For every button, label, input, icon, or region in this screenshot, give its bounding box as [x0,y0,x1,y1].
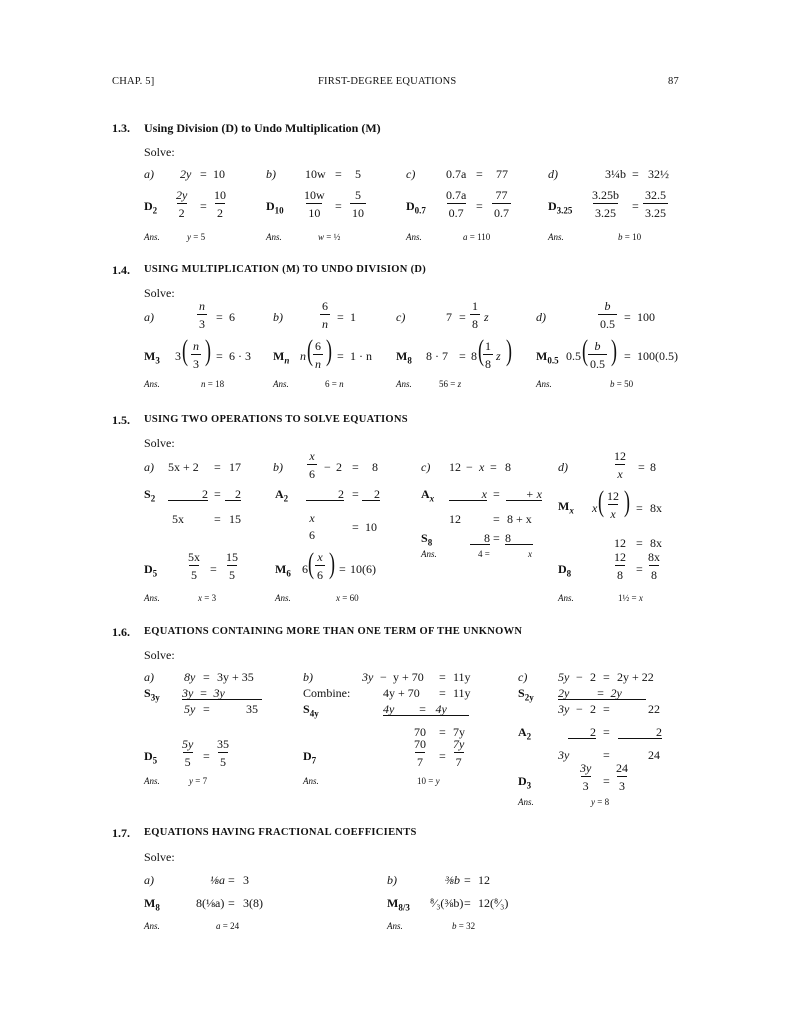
fraction: $\frac{6}{n}$ [315,339,321,371]
step-rhs: 3(8) [243,896,263,910]
step-rhs: 35 [246,702,258,716]
operation-label: $D_3$ [518,774,532,791]
header-title: FIRST-DEGREE EQUATIONS [318,76,457,87]
fraction: $\frac{12}{x}$ [614,449,626,481]
step-add: + x [506,488,542,501]
answer-label: Ans. [266,232,282,242]
fraction: $\frac{5x}{5}$ [188,550,200,582]
equation-rhs: 11y [453,670,471,684]
answer: 6 = n [325,379,344,389]
problem-tag: b) [303,670,313,684]
step-rhs: 15 [229,512,241,526]
combine-label: Combine: [303,686,351,700]
problem-tag: a) [144,460,154,474]
answer-label: Ans. [144,593,160,603]
answer: b = 32 [452,921,476,931]
coefficient: n [300,349,306,363]
solve-label: Solve: [144,286,175,300]
equation-lhs: ⅛a [210,873,225,887]
step-add: 2 [306,488,344,501]
step-lhs: 3y [558,702,570,716]
operation-label: $D_5$ [144,562,158,579]
operation-label: $S_2$ [144,487,156,504]
equation-lhs: 8 · 7 [426,349,448,363]
answer-label: Ans. [558,593,574,603]
fraction: $\frac{2y}{2}$ [176,188,188,220]
step-add: 2 [568,726,596,739]
fraction: $\frac{b}{0.5}$ [590,339,605,371]
answer-label: Ans. [518,797,534,807]
operation-label: $S_{4y}$ [303,702,319,719]
problem-tag: a) [144,873,154,887]
equation-rhs: 12 [478,873,490,887]
equation-rhs: 1 · n [350,349,372,363]
operation-label: $D_7$ [303,749,317,766]
step-add: 2 [618,726,662,739]
section-number: 1.4. [112,263,130,277]
solve-label: Solve: [144,648,175,662]
equation-term: y + 70 [393,670,424,684]
problem-tag: d) [558,460,568,474]
fraction: $\frac{b}{0.5}$ [600,299,615,331]
problem-tag: c) [396,310,406,324]
operation-label: $D_5$ [144,749,158,766]
answer: 56 = z [439,379,462,389]
fraction: $\frac{1}{8}$ [472,299,478,331]
step-lhs: ⁸⁄₃(⅜b) [430,896,464,910]
equation-rhs: 2y + 22 [617,670,654,684]
answer-label: Ans. [144,379,160,389]
answer-label: Ans. [144,776,160,786]
equation-rhs: 8 [372,460,378,474]
section-title: USING TWO OPERATIONS TO SOLVE EQUATIONS [144,414,408,425]
step-lhs: 12 [614,536,626,550]
answer: 10 = y [417,776,440,786]
equation-rhs: 6 · 3 [229,349,251,363]
equation-rhs: 17 [229,460,241,474]
answer: x = 60 [336,593,359,603]
fraction: $\frac{12}{8}$ [614,550,626,582]
answer: y = 7 [189,776,208,786]
equation-lhs: 0.7a [446,167,467,181]
fraction: $\frac{n}{3}$ [199,299,205,331]
fraction: x 6 [309,511,315,542]
equation-lhs: 2y [180,167,192,181]
equation-rhs: 8 [650,460,656,474]
step-lhs: 3y [558,748,570,762]
answer: n = 18 [201,379,225,389]
step-rhs: 11y [453,686,471,700]
page-number: 87 [668,76,679,87]
operation-label: $M_6$ [275,562,291,579]
operation-label: $M_3$ [144,349,160,366]
fraction: $\frac{35}{5}$ [217,737,229,769]
step-rhs: 7y [453,725,465,739]
step-subtract: 8 [505,532,533,545]
problem-tag: a) [144,670,154,684]
answer-label: Ans. [275,593,291,603]
fraction: $\frac{77}{0.7}$ [494,188,509,220]
variable: z [496,349,501,363]
operation-label: $D_{10}$ [266,199,284,216]
operation-label: $S_{3y}$ [144,686,160,703]
answer-label: Ans. [144,921,160,931]
equation-lhs: 5x + 2 [168,460,199,474]
fraction: $\frac{x}{6}$ [309,449,315,481]
operation-label: $M_8$ [396,349,412,366]
step-rhs: 22 [648,702,660,716]
answer-label: Ans. [303,776,319,786]
operation-label: $S_{2y}$ [518,686,534,703]
equation-lhs: 3y [362,670,374,684]
step-rhs: 24 [648,748,660,762]
equation-rhs: 100(0.5) [637,349,678,363]
step-lhs: 4y + 70 [383,686,420,700]
operation-label: $M_{0.5}$ [536,349,559,366]
operation-label: $D_{0.7}$ [406,199,426,216]
equation-term: 2 [336,460,342,474]
equation-rhs: 100 [637,310,655,324]
equation-lhs: 8y [184,670,196,684]
answer: w = ½ [318,232,341,242]
operation-label: $D_8$ [558,562,572,579]
equation-lhs: 12 [449,460,461,474]
variable: x [479,460,485,474]
fraction: $\frac{1}{8}$ [485,339,491,371]
equation-rhs: 8 [505,460,511,474]
operation-label: $M_x$ [558,499,574,516]
equation-lhs: 10w [305,167,326,181]
operation-label: $D_{3.25}$ [548,199,573,216]
step-term: 2 [590,702,596,716]
step-subtract: 3y = 3y [182,687,262,700]
equation-rhs: 77 [496,167,508,181]
equation-lhs: ⅜b [445,873,460,887]
coefficient: 8 [471,349,477,363]
answer-label: Ans. [536,379,552,389]
fraction: $\frac{70}{7}$ [414,737,426,769]
answer-label: Ans. [273,379,289,389]
fraction: $\frac{32.5}{3.25}$ [645,188,666,220]
equation-term: 2 [590,670,596,684]
problem-tag: a) [144,167,154,181]
section-number: 1.7. [112,826,130,840]
section-number: 1.5. [112,413,130,427]
problem-tag: b) [387,873,397,887]
fraction: $\frac{n}{3}$ [193,339,199,371]
operation-label: $M_8$ [144,896,160,913]
fraction: $\frac{3y}{3}$ [580,761,592,793]
section-title: EQUATIONS CONTAINING MORE THAN ONE TERM OF THE UNKNOWN [144,626,523,637]
step-subtract: 8 [470,532,490,545]
operation-label: $M_{8/3}$ [387,896,410,913]
problem-tag: d) [536,310,546,324]
section-number: 1.6. [112,625,130,639]
fraction: $\frac{10w}{10}$ [304,188,325,220]
step-subtract: 4y = 4y [383,703,469,716]
solve-label: Solve: [144,436,175,450]
step-subtract: 2y = 2y [558,687,646,700]
answer-variable: x [528,549,532,559]
answer: 1½ = x [618,593,643,603]
problem-tag: c) [421,460,431,474]
fraction: $\frac{x}{6}$ [317,550,323,582]
problem-tag: b) [266,167,276,181]
problem-tag: b) [273,310,283,324]
operation-label: $S_8$ [421,531,433,548]
step-lhs: 8(⅛a) [196,896,225,910]
problem-tag: b) [273,460,283,474]
fraction: $\frac{12}{x}$ [607,489,619,521]
fraction: $\frac{0.7a}{0.7}$ [446,188,467,220]
fraction: $\frac{24}{3}$ [616,761,628,793]
answer: y = 5 [187,232,206,242]
step-subtract: 2 [168,488,208,501]
variable: z [484,310,489,324]
step-rhs: 8 + x [507,512,532,526]
answer: b = 10 [618,232,642,242]
solve-label: Solve: [144,145,175,159]
answer-label: Ans. [421,549,437,559]
equation-lhs: 5y [558,670,570,684]
step-rhs: 8x [650,536,662,550]
equation-rhs: 32½ [648,167,669,181]
equation-lhs: 3¼b [605,167,626,181]
step-subtract: 2 [225,488,241,501]
fraction: $\frac{6}{n}$ [322,299,328,331]
step-rhs: 10 [365,520,377,534]
step-lhs: 12 [449,512,461,526]
answer: 4 = [478,549,490,559]
header-chapter: CHAP. 5] [112,76,155,87]
equation-rhs: 10 [213,167,225,181]
fraction: $\frac{8x}{8}$ [648,550,660,582]
problem-tag: c) [406,167,416,181]
equation-rhs: 3y + 35 [217,670,254,684]
solve-label: Solve: [144,850,175,864]
answer-label: Ans. [144,232,160,242]
coefficient: 0.5 [566,349,581,363]
fraction: $\frac{7y}{7}$ [453,737,465,769]
coefficient: x [592,501,598,515]
equation-rhs: 6 [229,310,235,324]
section-title: Using Division (D) to Undo Multiplication (M) [144,121,381,135]
step-add: 2 [362,488,380,501]
step-rhs: 10(6) [350,562,376,576]
coefficient: 3 [175,349,181,363]
step-lhs: 70 [414,725,426,739]
operation-label: $A_2$ [518,725,532,742]
equation-rhs: 5 [355,167,361,181]
fraction: $\frac{15}{5}$ [226,550,238,582]
section-title: EQUATIONS HAVING FRACTIONAL COEFFICIENTS [144,827,417,838]
problem-tag: a) [144,310,154,324]
step-lhs: 5y [184,702,196,716]
step-rhs: 8x [650,501,662,515]
answer: a = 110 [463,232,491,242]
fraction: $\frac{5y}{5}$ [182,737,194,769]
step-lhs: 5x [172,512,184,526]
answer-label: Ans. [396,379,412,389]
answer: b = 50 [610,379,634,389]
problem-tag: c) [518,670,528,684]
problem-tag: d) [548,167,558,181]
equation-rhs: 1 [350,310,356,324]
operation-label: $A_2$ [275,487,289,504]
operation-label: $A_x$ [421,487,435,504]
section-number: 1.3. [112,121,130,135]
answer: a = 24 [216,921,240,931]
answer-label: Ans. [548,232,564,242]
equation-rhs: 3 [243,873,249,887]
step-add: x [449,488,487,501]
fraction: $\frac{5}{10}$ [352,188,364,220]
operation-label: $D_2$ [144,199,158,216]
answer: x = 3 [198,593,217,603]
operation-label: $M_n$ [273,349,290,366]
fraction: $\frac{3.25b}{3.25}$ [592,188,619,220]
fraction: $\frac{10}{2}$ [214,188,226,220]
step-rhs: 12(⁸⁄₃) [478,896,509,910]
coefficient: 6 [302,562,308,576]
equation-lhs: 7 [446,310,452,324]
answer-label: Ans. [406,232,422,242]
answer-label: Ans. [387,921,403,931]
answer: y = 8 [591,797,610,807]
section-title: USING MULTIPLICATION (M) TO UNDO DIVISION (D) [144,264,427,275]
